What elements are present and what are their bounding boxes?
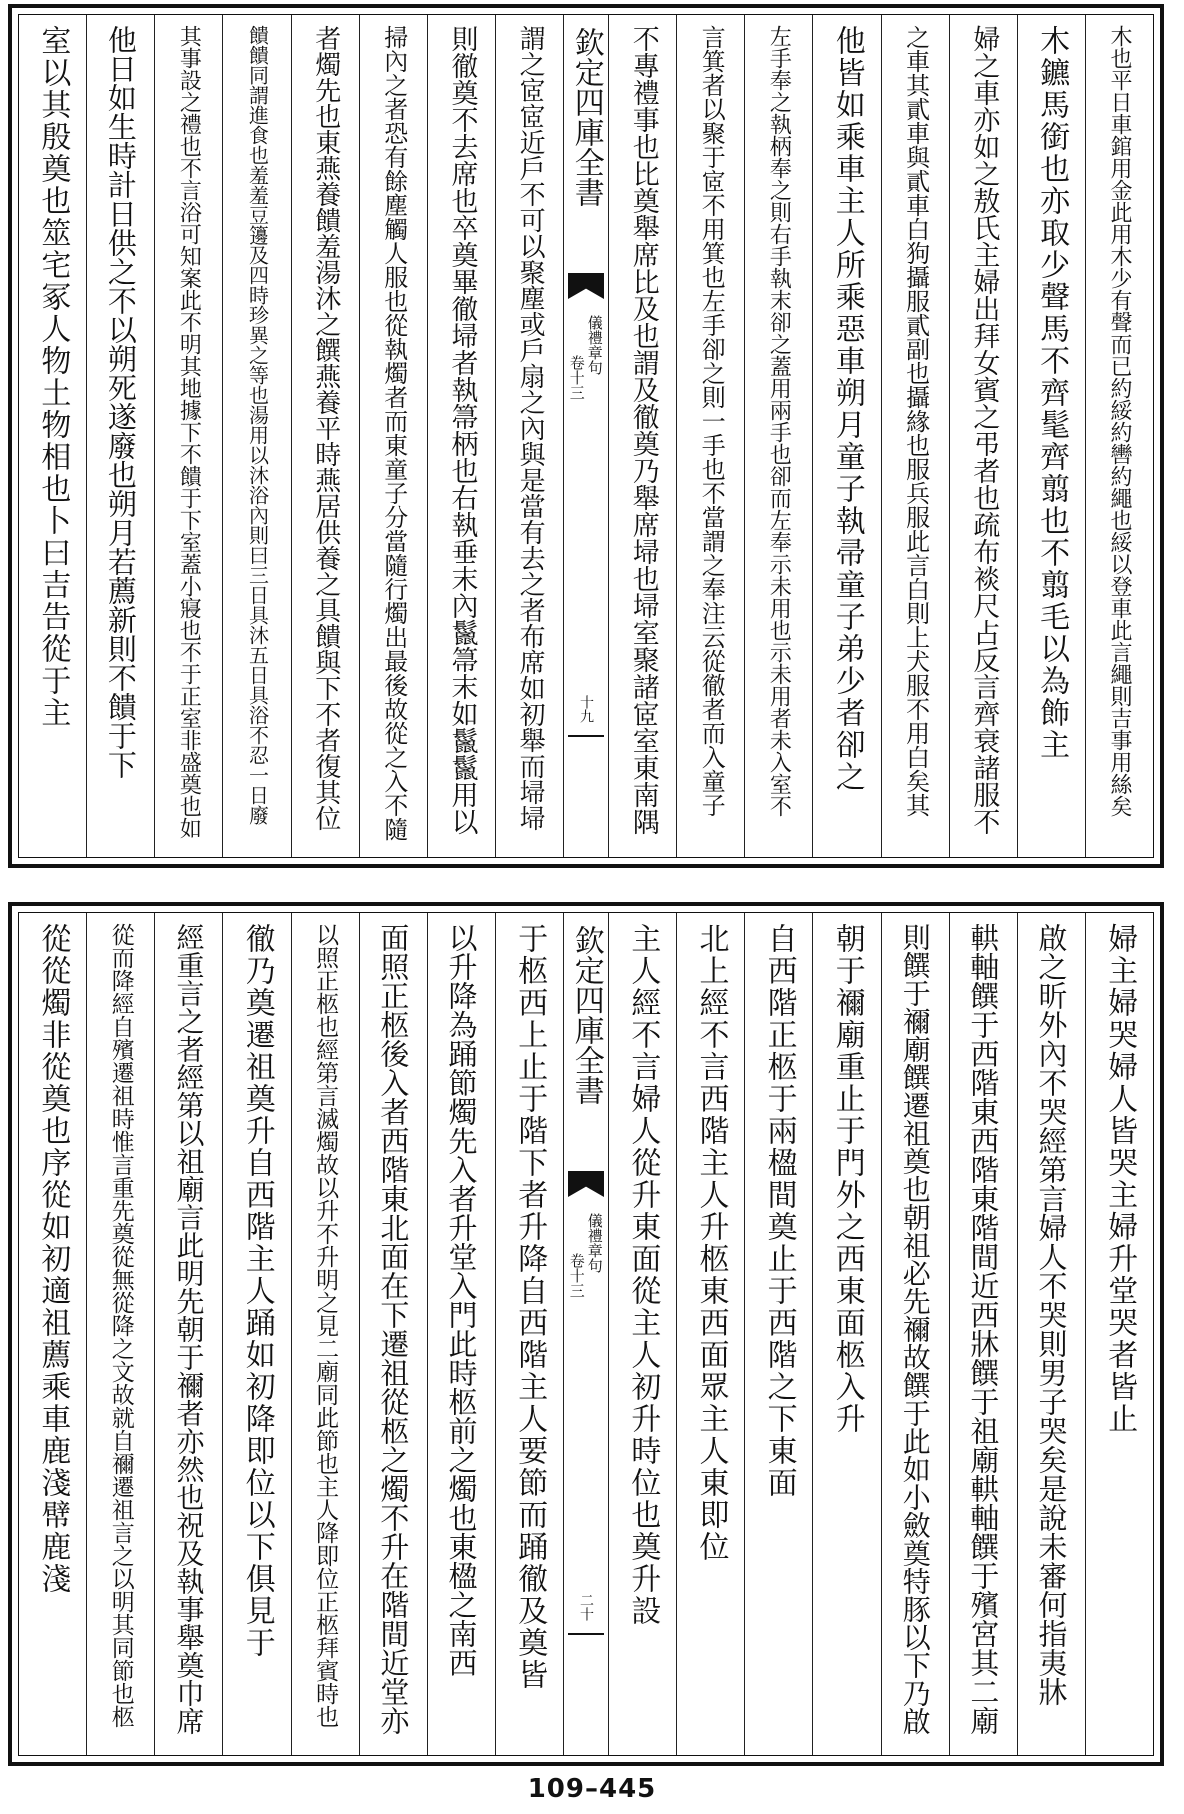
column-text: 他日如生時計日供之不以朔死遂廢也朔月若薦新則不饋于下 xyxy=(103,25,138,779)
fish-tail-mark-icon xyxy=(568,1171,604,1197)
column-text: 經重言之者經第以祖廟言此明先朝于禰者亦然也祝及執事舉奠巾席 xyxy=(172,923,206,1735)
text-column-left-8 xyxy=(19,913,86,1755)
text-column-left-2 xyxy=(427,913,495,1755)
column-text: 則徹奠不去席也卒奠畢徹埽者執箒柄也右執垂末內鬣箒末如鬣鬣用以 xyxy=(446,25,478,835)
bottom-center-book: 儀禮章句 xyxy=(585,1213,604,1273)
top-page-columns xyxy=(19,15,1153,857)
page-footer-number: 109–445 xyxy=(527,1774,657,1804)
text-column-right-5 xyxy=(812,913,880,1755)
column-text: 其事設之禮也不言浴可知案此不明其地據下不饋于下室蓋小寢也不于正室非盛奠也如 xyxy=(176,25,202,839)
fish-tail-mark-icon xyxy=(568,273,604,299)
bottom-center-page-number: 二十 xyxy=(578,1593,594,1621)
text-column-left-4 xyxy=(291,15,359,857)
top-center-book: 儀禮章句 xyxy=(585,315,604,375)
column-text: 室以其殷奠也筮宅冢人物土物相也卜曰吉告從于主 xyxy=(35,25,71,729)
column-text: 則饌于禰廟饌遷祖奠也朝祖必先禰故饌于此如小斂奠特豚以下乃啟 xyxy=(898,923,932,1735)
column-text: 徹乃奠遷祖奠升自西階主人踊如初降即位以下俱見于 xyxy=(239,923,275,1659)
column-text: 面照正柩後入者西階東北面在下遷祖從柩之燭不升在階間近堂亦 xyxy=(376,923,411,1735)
top-page-frame xyxy=(18,14,1154,858)
text-column-right-4 xyxy=(881,15,949,857)
column-text: 以升降為踊節燭先入者升堂入門此時柩前之燭也東楹之南西 xyxy=(444,923,479,1677)
text-column-right-7 xyxy=(676,913,744,1755)
text-column-right-4 xyxy=(881,913,949,1755)
column-text: 左手奉之執柄奉之則右手執末卻之蓋用兩手也卻而左奉示未用也示未用者未入室不 xyxy=(766,25,792,817)
bottom-page-frame xyxy=(18,912,1154,1756)
lower-fish-tail-mark-icon xyxy=(568,735,604,751)
text-column-right-3 xyxy=(949,15,1017,857)
bottom-center-title: 欽定四庫全書 xyxy=(568,925,604,1105)
top-center-title: 欽定四庫全書 xyxy=(568,27,604,207)
text-column-left-6 xyxy=(154,913,222,1755)
column-text: 婦之車亦如之敖氏主婦出拜女賓之弔者也疏布裧尺占反言齊衰諸服不 xyxy=(968,25,1000,835)
text-column-right-6 xyxy=(744,15,812,857)
column-text: 從從燭非從奠也序從如初適祖薦乘車鹿淺幦鹿淺 xyxy=(35,923,71,1595)
top-page-center-strip xyxy=(563,15,608,857)
column-text: 饋饋同謂進食也羞羞豆籩及四時珍異之等也湯用以沐浴內則曰三日具沐五日具浴不忍一日廢 xyxy=(245,25,270,825)
column-text: 木也平日車錧用金此用木少有聲而已約綏約轡約繩也綏以登車此言繩則吉事用絲矣 xyxy=(1106,25,1132,817)
text-column-left-3 xyxy=(359,15,427,857)
column-text: 言箕者以聚于宧不用箕也左手卻之則一手也不當謂之奉注云從徹者而入童子 xyxy=(697,25,726,817)
column-text: 從而降經自殯遷祖時惟言重先奠從無從降之文故就自禰遷祖言之以明其同節也柩 xyxy=(107,923,134,1728)
text-column-left-1 xyxy=(495,913,563,1755)
column-text: 朝于禰廟重止于門外之西東面柩入升 xyxy=(829,923,865,1435)
text-column-left-5 xyxy=(222,913,290,1755)
text-column-right-8 xyxy=(608,913,676,1755)
text-column-right-5 xyxy=(812,15,880,857)
column-text: 于柩西上止于階下者升降自西階主人要節而踊徹及奠皆 xyxy=(512,923,548,1691)
text-column-right-3 xyxy=(949,913,1017,1755)
text-column-left-1 xyxy=(495,15,563,857)
bottom-center-volume: 卷十三 xyxy=(567,1253,586,1298)
column-text: 啟之昕外內不哭經第言婦人不哭則男子哭矣是說未審何指夷牀 xyxy=(1034,923,1069,1706)
column-text: 謂之宧宧近戶不可以聚塵或戶扇之內與是當有去之者布席如初舉而埽埽 xyxy=(515,25,546,831)
top-center-volume: 卷十三 xyxy=(567,355,586,400)
column-text: 自西階正柩于兩楹間奠止于西階之下東面 xyxy=(761,923,797,1499)
column-text: 者燭先也東燕養饋羞湯沐之饌燕養平時燕居供養之具饋與下不者復其位 xyxy=(310,25,341,831)
text-column-right-6 xyxy=(744,913,812,1755)
column-text: 輁軸饌于西階東西階東階間近西牀饌于祖廟輁軸饌于殯宮其二廟 xyxy=(966,923,1001,1735)
bottom-page-center-strip xyxy=(563,913,608,1755)
lower-fish-tail-mark-icon xyxy=(568,1633,604,1649)
column-text: 以照正柩也經第言滅燭故以升不升明之見二廟同此節也主人降即位正柩拜賓時也 xyxy=(312,923,339,1728)
text-column-left-6 xyxy=(154,15,222,857)
text-column-left-7 xyxy=(86,913,154,1755)
top-page xyxy=(8,4,1164,868)
text-column-right-1 xyxy=(1085,913,1153,1755)
column-text: 北上經不言西階主人升柩東西面眾主人東即位 xyxy=(693,923,729,1563)
column-text: 主人經不言婦人從升東面從主人初升時位也奠升設 xyxy=(625,923,661,1627)
column-text: 木鑣馬銜也亦取少聲馬不齊髦齊翦也不翦毛以為飾主 xyxy=(1034,25,1070,761)
text-column-right-1 xyxy=(1085,15,1153,857)
text-column-left-3 xyxy=(359,913,427,1755)
text-column-left-5 xyxy=(222,15,290,857)
bottom-page-columns xyxy=(19,913,1153,1755)
top-center-page-number: 十九 xyxy=(578,695,594,723)
column-text: 他皆如乘車主人所乘惡車朔月童子執帚童子弟少者卻之 xyxy=(829,25,865,793)
text-column-right-2 xyxy=(1017,15,1085,857)
text-column-right-8 xyxy=(608,15,676,857)
column-text: 之車其貳車與貳車白狗攝服貳副也攝緣也服兵服此言白則上犬服不用白矣其 xyxy=(901,25,930,817)
text-column-right-2 xyxy=(1017,913,1085,1755)
text-column-left-7 xyxy=(86,15,154,857)
text-column-left-4 xyxy=(291,913,359,1755)
column-text: 婦主婦哭婦人皆哭主婦升堂哭者皆止 xyxy=(1102,923,1138,1435)
column-text: 不專禮事也比奠舉席比及也謂及徹奠乃舉席埽也埽室聚諸宧室東南隅 xyxy=(627,25,659,835)
text-column-left-2 xyxy=(427,15,495,857)
text-column-left-8 xyxy=(19,15,86,857)
bottom-page xyxy=(8,902,1164,1766)
column-text: 掃內之者恐有餘塵觸人服也從執燭者而東童子分當隨行燭出最後故從之入不隨 xyxy=(379,25,408,841)
text-column-right-7 xyxy=(676,15,744,857)
